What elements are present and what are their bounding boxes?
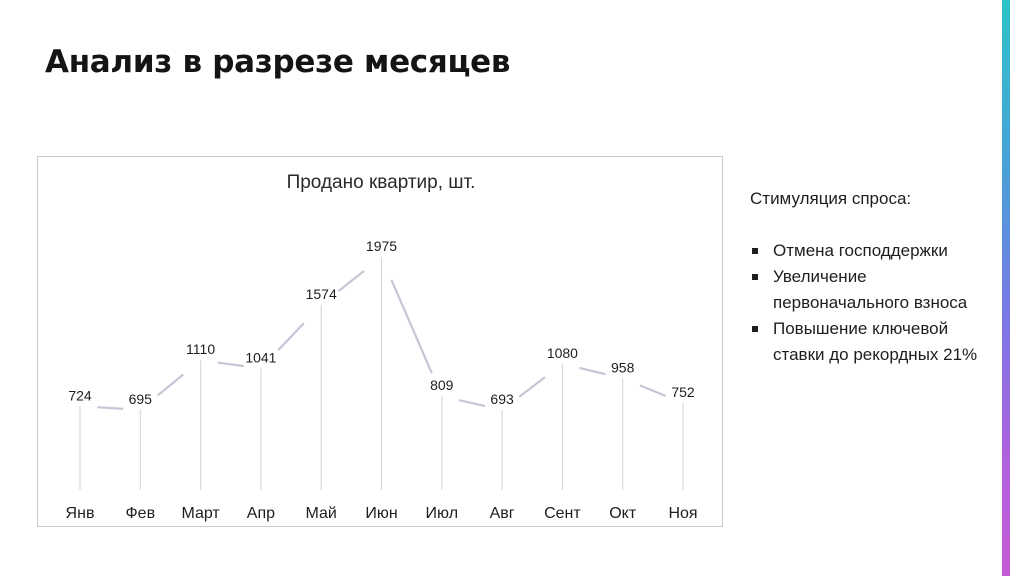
notes-heading: Стимуляция спроса: (750, 189, 912, 208)
x-tick-label: Окт (609, 505, 637, 522)
data-label: 1975 (365, 238, 398, 254)
series-line-segment (158, 375, 182, 395)
data-label: 1110 (186, 341, 216, 358)
notes-list (750, 238, 990, 368)
data-label: 752 (671, 383, 695, 400)
bullet-square-icon (752, 326, 758, 332)
series-line-segment (98, 407, 122, 408)
series-line-segment (219, 363, 243, 366)
x-tick-label: Ноя (668, 505, 698, 522)
data-label: 958 (611, 359, 635, 376)
chart-frame (37, 156, 723, 527)
series-line-segment (520, 378, 544, 396)
x-axis-tick-labels (66, 505, 698, 522)
x-tick-label: Авг (489, 505, 515, 522)
data-label: 693 (490, 391, 514, 407)
x-tick-label: Янв (65, 505, 95, 522)
data-label: 695 (128, 390, 152, 407)
chart-title: Продано квартир, шт. (286, 172, 476, 193)
x-tick-label: Июл (425, 505, 459, 522)
x-tick-label: Фев (125, 505, 156, 522)
data-label: 809 (430, 377, 454, 394)
x-tick-label: Март (181, 505, 220, 522)
notes-item-text: Повышение ключевой ставки до рекордных 21% (773, 319, 978, 364)
series-line-segment (460, 400, 484, 406)
data-label: 1574 (305, 285, 337, 302)
notes-item (750, 264, 990, 316)
data-label: 1041 (245, 349, 277, 366)
slide-title: Анализ в разрезе месяцев (45, 44, 511, 80)
series-line-segment (641, 386, 665, 396)
notes-item (750, 316, 990, 368)
x-tick-label: Июн (365, 505, 398, 522)
bullet-square-icon (752, 248, 758, 254)
bullet-square-icon (752, 274, 758, 280)
data-label: 1080 (546, 344, 578, 361)
notes-item-text: Отмена господдержки (773, 241, 948, 260)
data-label: 724 (68, 387, 92, 404)
line-chart (38, 157, 724, 528)
notes-item (750, 238, 990, 264)
series-line-segment (392, 281, 432, 372)
notes-panel (750, 186, 990, 368)
drop-lines (80, 257, 683, 490)
x-tick-label: Апр (246, 505, 276, 522)
x-tick-label: Сент (544, 505, 581, 522)
notes-item-text: Увеличение первоначального взноса (773, 267, 968, 312)
series-line-segment (580, 368, 604, 374)
x-tick-label: Май (305, 505, 337, 522)
series-line-segment (279, 324, 304, 350)
accent-bar-gradient (1002, 0, 1010, 576)
series-line-segment (339, 271, 363, 290)
accent-bar (1002, 0, 1024, 576)
